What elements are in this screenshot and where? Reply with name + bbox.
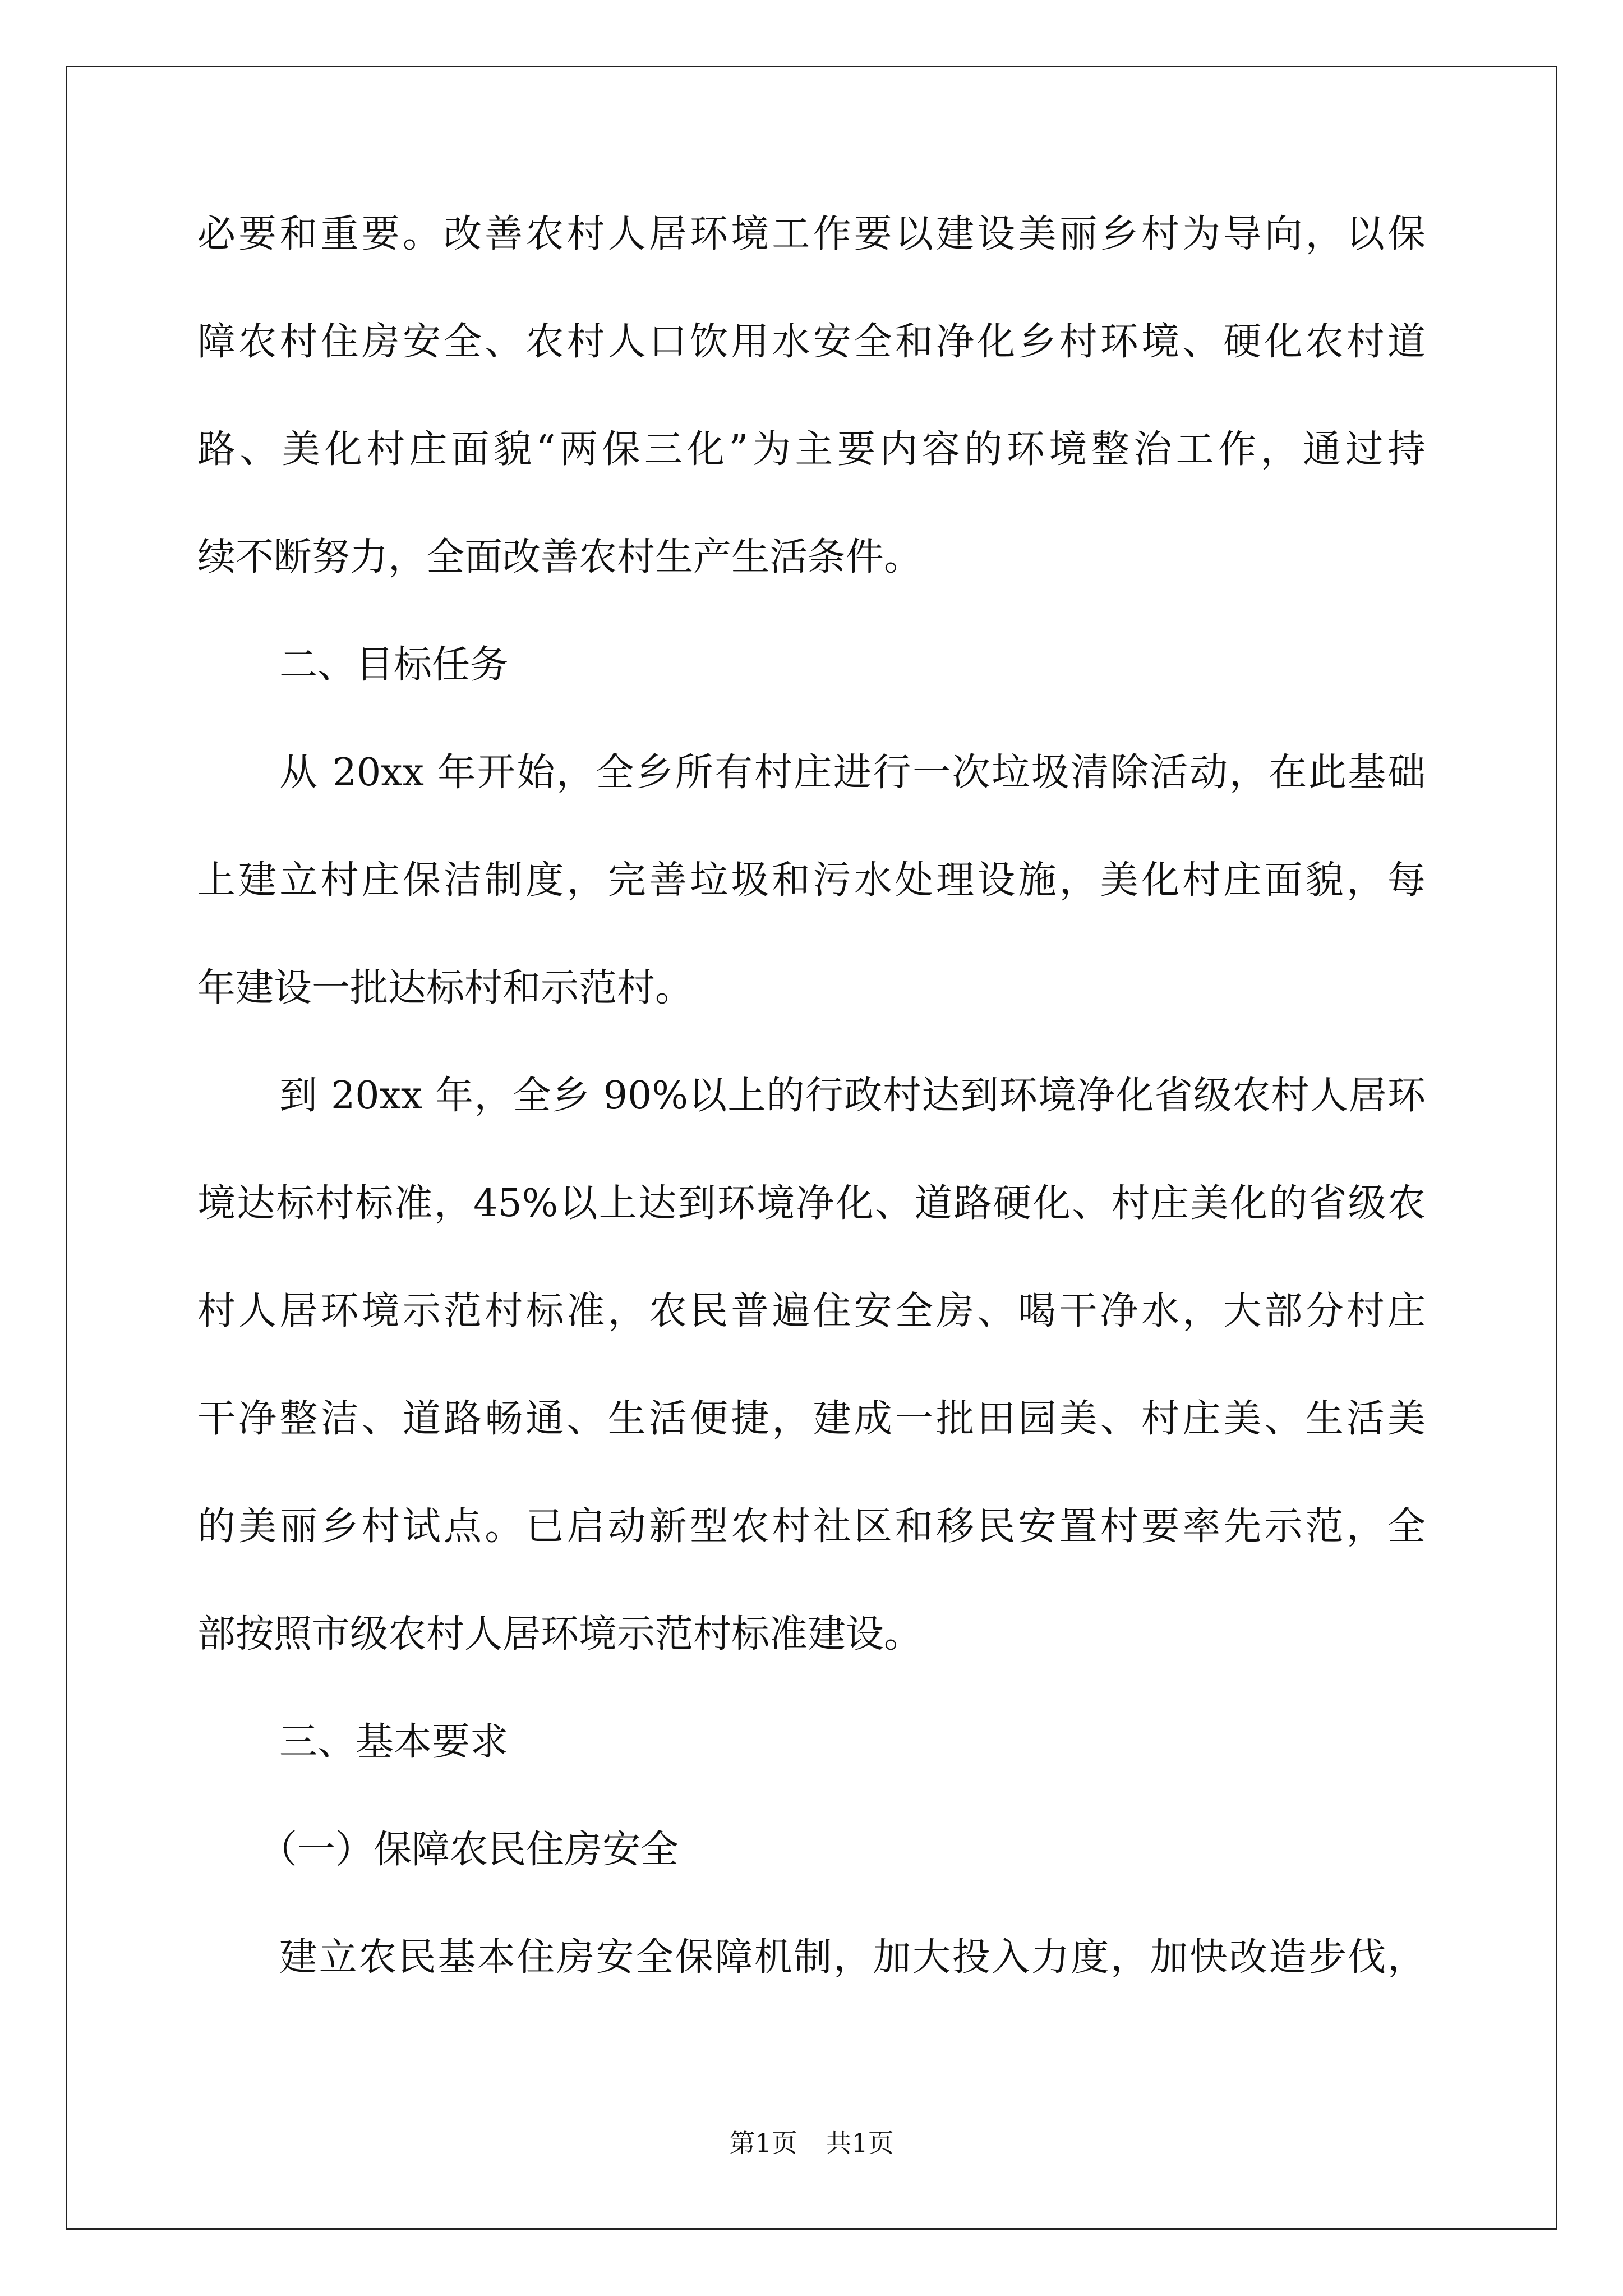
- document-body: [197, 208, 1426, 2039]
- text-line: 境达标村标准，45%以上达到环境净化、道路硬化、村庄美化的省级农: [197, 1181, 1426, 1226]
- text-line: 路、美化村庄面貌“两保三化”为主要内容的环境整治工作，通过持: [197, 427, 1426, 472]
- text-line: 障农村住房安全、农村人口饮用水安全和净化乡村环境、硬化农村道: [197, 320, 1426, 364]
- text-line: 必要和重要。改善农村人居环境工作要以建设美丽乡村为导向，以保: [197, 212, 1426, 256]
- section-heading: 二、目标任务: [279, 643, 509, 687]
- text-line: 的美丽乡村试点。已启动新型农村社区和移民安置村要率先示范，全: [197, 1504, 1426, 1549]
- text-line: 从 20xx 年开始，全乡所有村庄进行一次垃圾清除活动，在此基础: [279, 751, 1426, 795]
- text-line: 建立农民基本住房安全保障机制，加大投入力度，加快改造步伐，: [279, 1935, 1426, 1980]
- text-line: 村人居环境示范村标准，农民普遍住安全房、喝干净水，大部分村庄: [197, 1289, 1426, 1333]
- text-line: 续不断努力，全面改善农村生产生活条件。: [197, 535, 923, 579]
- text-line: 到 20xx 年，全乡 90%以上的行政村达到环境净化省级农村人居环: [279, 1074, 1426, 1118]
- text-line: 部按照市级农村人居环境示范村标准建设。: [197, 1612, 923, 1657]
- page-footer: [0, 2126, 1623, 2160]
- section-heading: 三、基本要求: [279, 1720, 509, 1764]
- text-line: 干净整洁、道路畅通、生活便捷，建成一批田园美、村庄美、生活美: [197, 1397, 1426, 1441]
- text-line: 上建立村庄保洁制度，完善垃圾和污水处理设施，美化村庄面貌，每: [197, 858, 1426, 903]
- page-number: 第1页: [729, 2128, 797, 2158]
- subsection-heading: （一）保障农民住房安全: [259, 1828, 679, 1872]
- text-line: 年建设一批达标村和示范村。: [197, 966, 694, 1010]
- page-total: 共1页: [826, 2128, 894, 2158]
